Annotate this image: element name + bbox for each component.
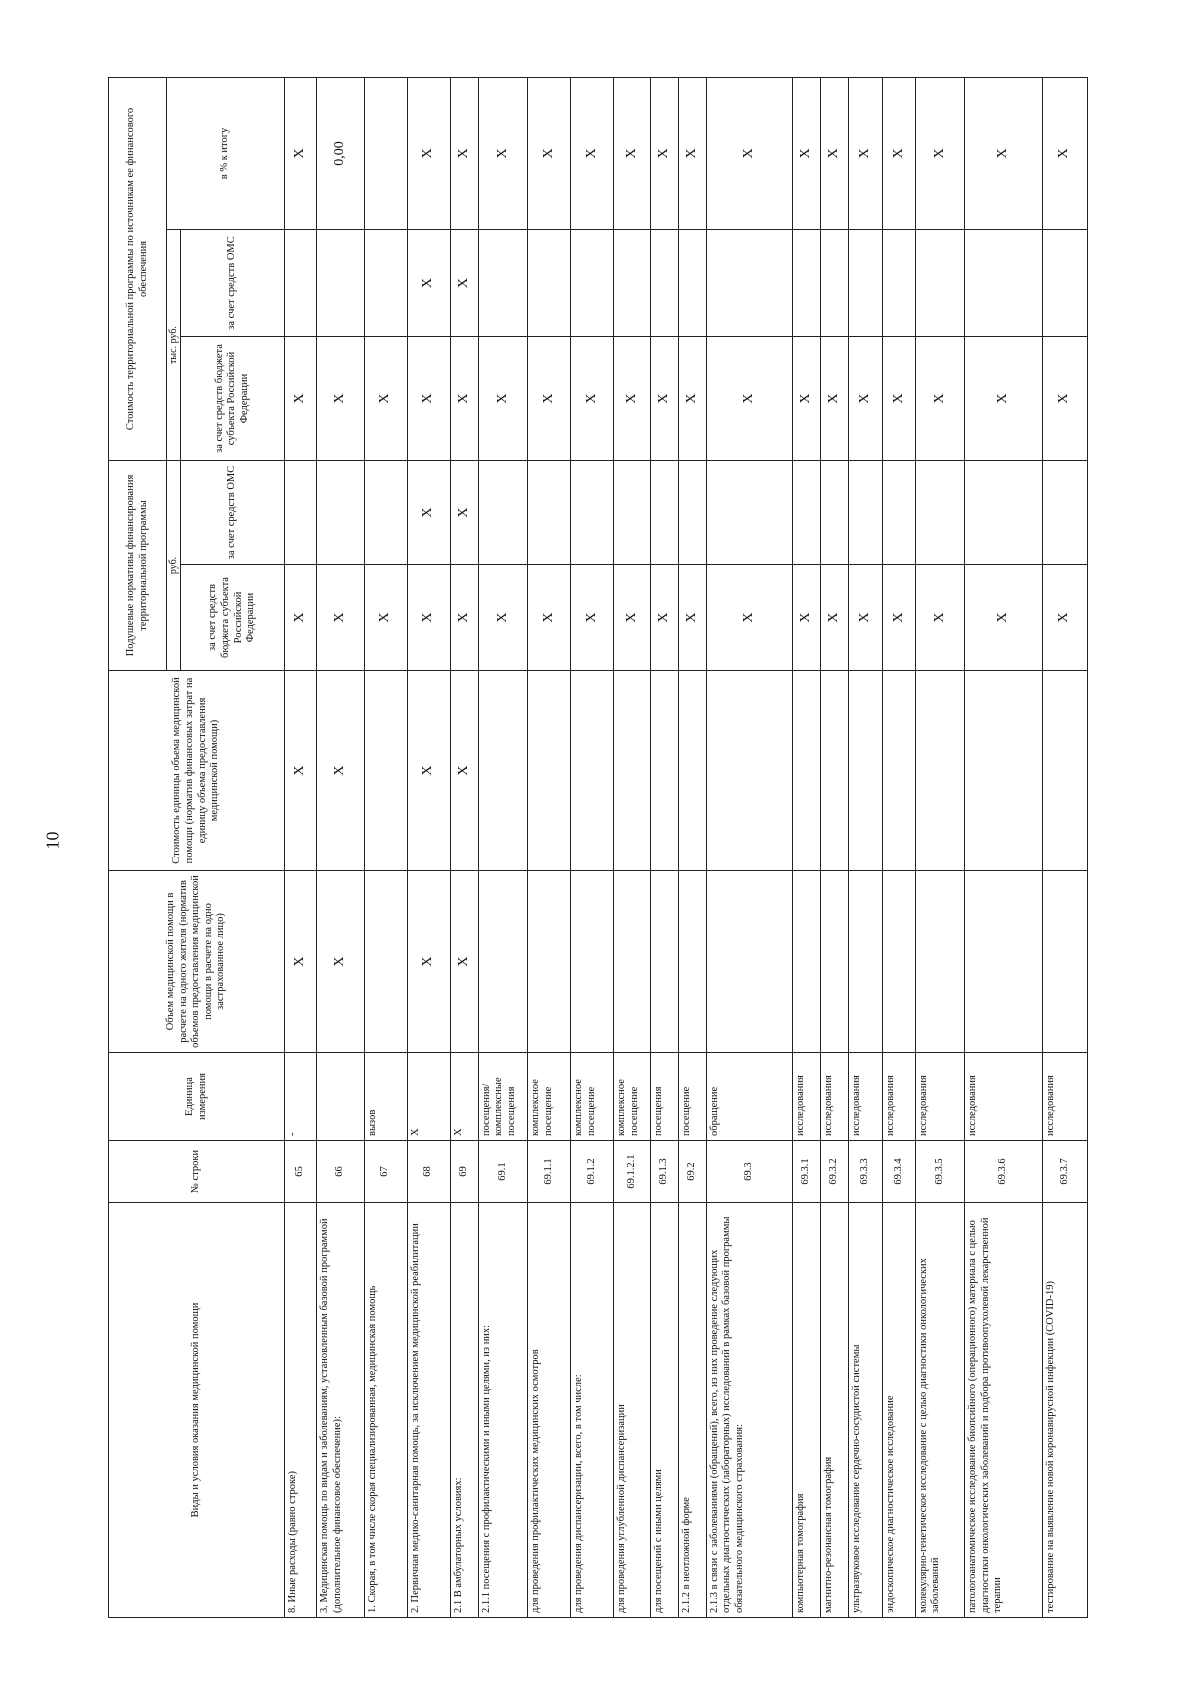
header-unit: Единица измерения bbox=[109, 1053, 285, 1141]
cell-ct-oms bbox=[650, 230, 678, 337]
cell-unit: комплексное посещение bbox=[614, 1053, 651, 1141]
cell-volume bbox=[915, 871, 965, 1053]
cell-unit: исследования bbox=[883, 1053, 915, 1141]
header-ct-pct: в % к итогу bbox=[167, 77, 285, 229]
header-cost-total-unit: тыс. руб. bbox=[167, 230, 181, 461]
cell-pc-budget: X bbox=[706, 565, 792, 671]
cell-no: 69.1.3 bbox=[650, 1141, 678, 1203]
cell-ct-budget: X bbox=[285, 337, 317, 461]
cell-ct-pct: X bbox=[478, 77, 528, 229]
cell-pc-oms bbox=[285, 461, 317, 565]
cell-no: 69.3.2 bbox=[820, 1141, 848, 1203]
cell-cost: X bbox=[407, 671, 450, 871]
cell-unit: исследования bbox=[965, 1053, 1043, 1141]
cell-ct-oms bbox=[965, 230, 1043, 337]
cell-cost bbox=[792, 671, 820, 871]
cell-no: 69.3.3 bbox=[848, 1141, 882, 1203]
cell-cost bbox=[915, 671, 965, 871]
cell-pc-budget: X bbox=[650, 565, 678, 671]
cell-pc-oms bbox=[571, 461, 614, 565]
table-row bbox=[965, 77, 1043, 1617]
header-name: Виды и условия оказания медицинской помощи bbox=[109, 1203, 285, 1618]
table-row bbox=[317, 77, 364, 1617]
header-per-capita: Подушевые нормативы финансирования территориальной программы bbox=[109, 461, 167, 671]
cell-name: для проведения диспансеризации, всего, в том числе: bbox=[571, 1203, 614, 1618]
header-volume: Объем медицинской помощи в расчете на одного жителя (норматив объемов предоставления медицинской помощи в расчете на одно застрахованное лицо) bbox=[109, 871, 285, 1053]
cell-pc-budget: X bbox=[528, 565, 571, 671]
cell-name: магнитно-резонансная томография bbox=[820, 1203, 848, 1618]
cell-no: 69.3.4 bbox=[883, 1141, 915, 1203]
cell-name: 3. Медицинская помощь по видам и заболеваниям, установленным базовой программой (дополнительное финансовое обеспечение): bbox=[317, 1203, 364, 1618]
cell-pc-budget: X bbox=[614, 565, 651, 671]
header-row-no: № строки bbox=[109, 1141, 285, 1203]
cell-volume: X bbox=[317, 871, 364, 1053]
cell-name: молекулярно-генетическое исследование с целью диагностики онкологических заболеваний bbox=[915, 1203, 965, 1618]
cell-ct-oms bbox=[528, 230, 571, 337]
cell-volume: X bbox=[450, 871, 478, 1053]
cell-ct-pct: X bbox=[528, 77, 571, 229]
cell-pc-budget: X bbox=[883, 565, 915, 671]
table-row bbox=[1042, 77, 1087, 1617]
cell-no: 65 bbox=[285, 1141, 317, 1203]
table-row bbox=[407, 77, 450, 1617]
cell-cost bbox=[478, 671, 528, 871]
cell-cost: X bbox=[317, 671, 364, 871]
header-ct-budget: за счет средств бюджета субъекта Российской Федерации bbox=[181, 337, 285, 461]
cell-ct-oms bbox=[478, 230, 528, 337]
cell-cost bbox=[678, 671, 706, 871]
cell-ct-oms bbox=[848, 230, 882, 337]
cell-volume bbox=[678, 871, 706, 1053]
cell-no: 68 bbox=[407, 1141, 450, 1203]
table-row bbox=[678, 77, 706, 1617]
table-row bbox=[364, 77, 407, 1617]
cell-ct-oms bbox=[792, 230, 820, 337]
cell-ct-budget: X bbox=[792, 337, 820, 461]
cell-pc-oms bbox=[614, 461, 651, 565]
cell-pc-oms bbox=[915, 461, 965, 565]
cell-volume bbox=[1042, 871, 1087, 1053]
header-ct-oms: за счет средств ОМС bbox=[181, 230, 285, 337]
header-pc-budget: за счет средств бюджета субъекта Российской Федерации bbox=[181, 565, 285, 671]
cell-volume: X bbox=[407, 871, 450, 1053]
cell-pc-oms: X bbox=[407, 461, 450, 565]
cell-unit: исследования bbox=[792, 1053, 820, 1141]
cell-ct-pct: X bbox=[650, 77, 678, 229]
table-row bbox=[883, 77, 915, 1617]
cell-unit: исследования bbox=[820, 1053, 848, 1141]
cell-unit: вызов bbox=[364, 1053, 407, 1141]
cell-unit bbox=[317, 1053, 364, 1141]
table-row bbox=[450, 77, 478, 1617]
cell-volume bbox=[528, 871, 571, 1053]
cell-ct-oms: X bbox=[407, 230, 450, 337]
cell-cost bbox=[1042, 671, 1087, 871]
table-row bbox=[706, 77, 792, 1617]
header-cost-total: Стоимость территориальной программы по источникам ее финансового обеспечения bbox=[109, 77, 167, 460]
cell-pc-oms bbox=[883, 461, 915, 565]
cell-cost bbox=[883, 671, 915, 871]
cell-ct-pct: X bbox=[792, 77, 820, 229]
cell-unit: исследования bbox=[1042, 1053, 1087, 1141]
cell-cost bbox=[650, 671, 678, 871]
cell-ct-oms: X bbox=[450, 230, 478, 337]
cell-pc-oms bbox=[792, 461, 820, 565]
cell-pc-budget: X bbox=[478, 565, 528, 671]
cell-ct-budget: X bbox=[317, 337, 364, 461]
table-row bbox=[571, 77, 614, 1617]
cell-ct-pct: X bbox=[571, 77, 614, 229]
cell-ct-budget: X bbox=[478, 337, 528, 461]
cell-volume bbox=[792, 871, 820, 1053]
cell-ct-budget: X bbox=[614, 337, 651, 461]
cell-pc-oms bbox=[848, 461, 882, 565]
cell-unit: - bbox=[285, 1053, 317, 1141]
cell-ct-pct: X bbox=[450, 77, 478, 229]
cell-name: 2.1.1 посещения с профилактическими и иными целями, из них: bbox=[478, 1203, 528, 1618]
cell-pc-oms bbox=[528, 461, 571, 565]
cell-ct-pct: X bbox=[848, 77, 882, 229]
cell-ct-pct: X bbox=[285, 77, 317, 229]
table-row bbox=[820, 77, 848, 1617]
cell-pc-oms bbox=[478, 461, 528, 565]
cell-volume bbox=[614, 871, 651, 1053]
cell-cost bbox=[706, 671, 792, 871]
financing-table bbox=[108, 77, 1088, 1618]
cell-ct-pct: X bbox=[883, 77, 915, 229]
cell-pc-oms bbox=[706, 461, 792, 565]
cell-no: 69.3 bbox=[706, 1141, 792, 1203]
cell-ct-oms bbox=[820, 230, 848, 337]
cell-cost: X bbox=[450, 671, 478, 871]
cell-volume bbox=[364, 871, 407, 1053]
cell-no: 69 bbox=[450, 1141, 478, 1203]
cell-name: тестирование на выявление новой коронавирусной инфекции (COVID-19) bbox=[1042, 1203, 1087, 1618]
cell-no: 67 bbox=[364, 1141, 407, 1203]
cell-unit: исследования bbox=[848, 1053, 882, 1141]
cell-ct-oms bbox=[1042, 230, 1087, 337]
table-row bbox=[614, 77, 651, 1617]
cell-pc-budget: X bbox=[317, 565, 364, 671]
cell-no: 69.1 bbox=[478, 1141, 528, 1203]
table-row bbox=[650, 77, 678, 1617]
cell-pc-budget: X bbox=[571, 565, 614, 671]
cell-ct-oms bbox=[571, 230, 614, 337]
cell-ct-oms bbox=[883, 230, 915, 337]
cell-pc-budget: X bbox=[848, 565, 882, 671]
cell-ct-budget: X bbox=[848, 337, 882, 461]
cell-volume bbox=[883, 871, 915, 1053]
cell-pc-oms bbox=[364, 461, 407, 565]
cell-name: 2. Первичная медико-санитарная помощь, за исключением медицинской реабилитации bbox=[407, 1203, 450, 1618]
header-pc-oms: за счет средств ОМС bbox=[181, 461, 285, 565]
cell-unit: комплексное посещение bbox=[571, 1053, 614, 1141]
cell-ct-budget: X bbox=[965, 337, 1043, 461]
cell-no: 69.1.2 bbox=[571, 1141, 614, 1203]
cell-volume bbox=[965, 871, 1043, 1053]
table-row bbox=[478, 77, 528, 1617]
table-row bbox=[915, 77, 965, 1617]
cell-cost bbox=[820, 671, 848, 871]
cell-name: для посещений с иными целями bbox=[650, 1203, 678, 1618]
cell-unit: X bbox=[407, 1053, 450, 1141]
cell-name: эндоскопическое диагностическое исследование bbox=[883, 1203, 915, 1618]
cell-pc-oms bbox=[650, 461, 678, 565]
cell-unit: обращение bbox=[706, 1053, 792, 1141]
cell-pc-budget: X bbox=[820, 565, 848, 671]
cell-cost bbox=[364, 671, 407, 871]
cell-ct-oms bbox=[364, 230, 407, 337]
table-body bbox=[285, 77, 1088, 1617]
cell-cost: X bbox=[285, 671, 317, 871]
cell-ct-budget: X bbox=[450, 337, 478, 461]
cell-unit: посещения bbox=[650, 1053, 678, 1141]
cell-ct-budget: X bbox=[820, 337, 848, 461]
cell-ct-budget: X bbox=[678, 337, 706, 461]
cell-unit: X bbox=[450, 1053, 478, 1141]
cell-no: 69.2 bbox=[678, 1141, 706, 1203]
cell-pc-oms bbox=[317, 461, 364, 565]
cell-ct-pct: X bbox=[1042, 77, 1087, 229]
cell-name: 2.1.3 в связи с заболеваниями (обращений), всего, из них проведение следующих отдельных диагностических (лабораторных) исследований в рамках базовой программы обязательного медицинского страхования: bbox=[706, 1203, 792, 1618]
cell-ct-budget: X bbox=[650, 337, 678, 461]
cell-ct-budget: X bbox=[1042, 337, 1087, 461]
cell-name: для проведения углубленной диспансеризации bbox=[614, 1203, 651, 1618]
header-cost: Стоимость единицы объема медицинской помощи (норматив финансовых затрат на единицу объема предоставления медицинской помощи) bbox=[109, 671, 285, 871]
cell-volume bbox=[478, 871, 528, 1053]
cell-unit: посещения/ комплексные посещения bbox=[478, 1053, 528, 1141]
cell-no: 69.1.2.1 bbox=[614, 1141, 651, 1203]
table-row bbox=[528, 77, 571, 1617]
cell-pc-budget: X bbox=[407, 565, 450, 671]
cell-ct-budget: X bbox=[528, 337, 571, 461]
cell-ct-oms bbox=[285, 230, 317, 337]
cell-volume bbox=[650, 871, 678, 1053]
cell-no: 69.3.5 bbox=[915, 1141, 965, 1203]
cell-pc-oms bbox=[1042, 461, 1087, 565]
cell-ct-pct: X bbox=[820, 77, 848, 229]
cell-unit: исследования bbox=[915, 1053, 965, 1141]
table-row bbox=[285, 77, 317, 1617]
cell-ct-pct: X bbox=[407, 77, 450, 229]
cell-pc-budget: X bbox=[915, 565, 965, 671]
cell-no: 69.1.1 bbox=[528, 1141, 571, 1203]
cell-name: для проведения профилактических медицинских осмотров bbox=[528, 1203, 571, 1618]
cell-ct-budget: X bbox=[407, 337, 450, 461]
cell-ct-pct: 0,00 bbox=[317, 77, 364, 229]
page-number: 10 bbox=[42, 831, 63, 850]
cell-cost bbox=[528, 671, 571, 871]
cell-no: 66 bbox=[317, 1141, 364, 1203]
cell-unit: комплексное посещение bbox=[528, 1053, 571, 1141]
cell-pc-budget: X bbox=[792, 565, 820, 671]
cell-pc-budget: X bbox=[1042, 565, 1087, 671]
cell-ct-pct bbox=[364, 77, 407, 229]
cell-no: 69.3.1 bbox=[792, 1141, 820, 1203]
cell-pc-budget: X bbox=[678, 565, 706, 671]
cell-name: компьютерная томография bbox=[792, 1203, 820, 1618]
cell-cost bbox=[614, 671, 651, 871]
cell-name: 2.1.2 в неотложной форме bbox=[678, 1203, 706, 1618]
cell-volume: X bbox=[285, 871, 317, 1053]
cell-ct-pct: X bbox=[965, 77, 1043, 229]
cell-no: 69.3.6 bbox=[965, 1141, 1043, 1203]
cell-unit: посещение bbox=[678, 1053, 706, 1141]
cell-pc-oms bbox=[965, 461, 1043, 565]
cell-pc-budget: X bbox=[450, 565, 478, 671]
cell-name: 8. Иные расходы (равно строке) bbox=[285, 1203, 317, 1618]
cell-cost bbox=[571, 671, 614, 871]
cell-ct-oms bbox=[614, 230, 651, 337]
cell-pc-budget: X bbox=[285, 565, 317, 671]
cell-ct-budget: X bbox=[883, 337, 915, 461]
cell-ct-pct: X bbox=[915, 77, 965, 229]
cell-ct-pct: X bbox=[678, 77, 706, 229]
cell-ct-oms bbox=[317, 230, 364, 337]
cell-pc-budget: X bbox=[965, 565, 1043, 671]
cell-pc-budget: X bbox=[364, 565, 407, 671]
cell-name: патологоанатомическое исследование биопсийного (операционного) материала с целью диагностики онкологических заболеваний и подбора противоопухолевой лекарственной терапии bbox=[965, 1203, 1043, 1618]
cell-ct-oms bbox=[915, 230, 965, 337]
cell-pc-oms: X bbox=[450, 461, 478, 565]
table-row bbox=[792, 77, 820, 1617]
cell-volume bbox=[571, 871, 614, 1053]
cell-cost bbox=[848, 671, 882, 871]
cell-ct-budget: X bbox=[364, 337, 407, 461]
cell-ct-budget: X bbox=[706, 337, 792, 461]
cell-ct-budget: X bbox=[915, 337, 965, 461]
cell-name: 2.1 В амбулаторных условиях: bbox=[450, 1203, 478, 1618]
cell-name: 1. Скорая, в том числе скорая специализированная, медицинская помощь bbox=[364, 1203, 407, 1618]
table-row bbox=[848, 77, 882, 1617]
cell-ct-oms bbox=[706, 230, 792, 337]
cell-ct-pct: X bbox=[706, 77, 792, 229]
cell-volume bbox=[848, 871, 882, 1053]
cell-pc-oms bbox=[820, 461, 848, 565]
rotated-table-wrapper bbox=[108, 78, 1088, 1618]
cell-pc-oms bbox=[678, 461, 706, 565]
cell-cost bbox=[965, 671, 1043, 871]
cell-ct-pct: X bbox=[614, 77, 651, 229]
cell-ct-budget: X bbox=[571, 337, 614, 461]
cell-ct-oms bbox=[678, 230, 706, 337]
header-per-capita-unit: руб. bbox=[167, 461, 181, 671]
cell-volume bbox=[820, 871, 848, 1053]
cell-no: 69.3.7 bbox=[1042, 1141, 1087, 1203]
cell-volume bbox=[706, 871, 792, 1053]
cell-name: ультразвуковое исследование сердечно-сосудистой системы bbox=[848, 1203, 882, 1618]
